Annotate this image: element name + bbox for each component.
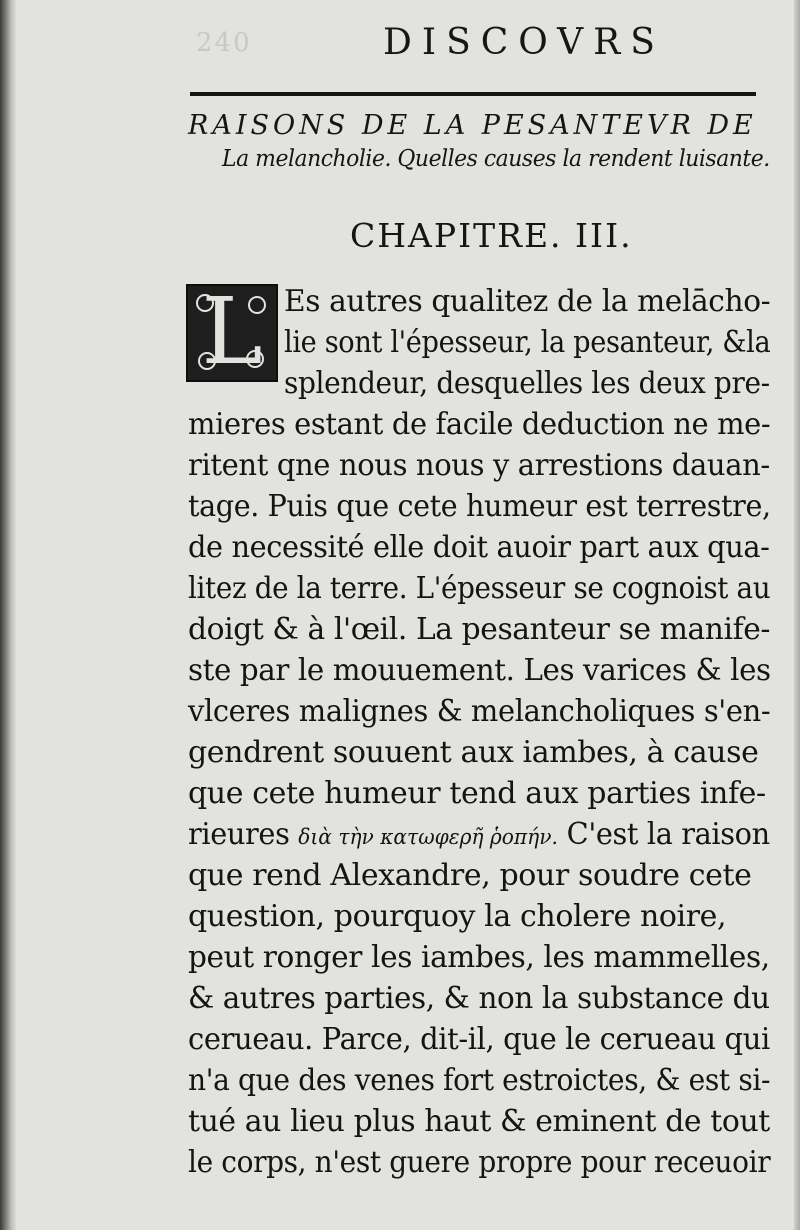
text-line: le corps, n'est guere propre pour receuoir bbox=[188, 1145, 771, 1180]
text-line: & autres parties, & non la substance du bbox=[188, 981, 770, 1016]
chapter-title: CHAPITRE. III. bbox=[350, 216, 633, 255]
text-line: n'a que des venes fort estroictes, & est si- bbox=[188, 1063, 771, 1098]
text-line: litez de la terre. L'épesseur se cognoist au bbox=[188, 571, 771, 606]
text-line: doigt & à l'œil. La pesanteur se manife- bbox=[188, 612, 771, 647]
section-heading-line1: RAISONS DE LA PESANTEVR DE bbox=[188, 110, 757, 141]
page-edge bbox=[794, 0, 800, 1230]
text-line: lie sont l'épesseur, la pesanteur, &la bbox=[284, 325, 771, 360]
drop-cap-letter: L bbox=[201, 278, 263, 385]
section-heading-line2: La melancholie. Quelles causes la rendent luisante. bbox=[222, 146, 770, 172]
text-line: ste par le mouuement. Les varices & les bbox=[188, 653, 771, 688]
text-line: tage. Puis que cete humeur est terrestre, bbox=[188, 489, 771, 524]
text-line: vlceres malignes & melancholiques s'en- bbox=[188, 694, 771, 729]
text-line: ritent qne nous nous y arrestions dauan- bbox=[188, 448, 770, 483]
text-line-with-greek bbox=[188, 817, 770, 855]
ornament-flourish-icon bbox=[198, 352, 216, 370]
ornament-flourish-icon bbox=[196, 294, 214, 312]
book-spine-shadow bbox=[0, 0, 16, 1230]
text-line: splendeur, desquelles les deux pre- bbox=[284, 366, 770, 401]
text-line: question, pourquoy la cholere noire, bbox=[188, 899, 727, 934]
text-line: que rend Alexandre, pour soudre cete bbox=[188, 858, 752, 893]
text-fragment: C'est la raison bbox=[566, 817, 770, 852]
text-line: cerueau. Parce, dit-il, que le cerueau qui bbox=[188, 1022, 770, 1057]
text-line: peut ronger les iambes, les mammelles, bbox=[188, 940, 770, 975]
header-rule bbox=[190, 92, 756, 96]
ornament-flourish-icon bbox=[248, 296, 266, 314]
text-line: gendrent souuent aux iambes, à cause bbox=[188, 735, 759, 770]
running-head: DISCOVRS bbox=[383, 22, 665, 63]
text-line: que cete humeur tend aux parties infe- bbox=[188, 776, 766, 811]
text-fragment: rieures bbox=[188, 817, 290, 852]
bleed-through-mark: 240 bbox=[196, 28, 252, 58]
text-line: Es autres qualitez de la melācho- bbox=[284, 284, 771, 319]
text-line: tué au lieu plus haut & eminent de tout bbox=[188, 1104, 770, 1139]
ornamental-initial bbox=[186, 278, 278, 385]
text-line: de necessité elle doit auoir part aux qua- bbox=[188, 530, 770, 565]
ornament-flourish-icon bbox=[246, 350, 264, 368]
greek-phrase: διὰ τὴν κατωφερῆ ῥοπήν. bbox=[298, 825, 558, 849]
text-line: mieres estant de facile deduction ne me- bbox=[188, 407, 771, 442]
